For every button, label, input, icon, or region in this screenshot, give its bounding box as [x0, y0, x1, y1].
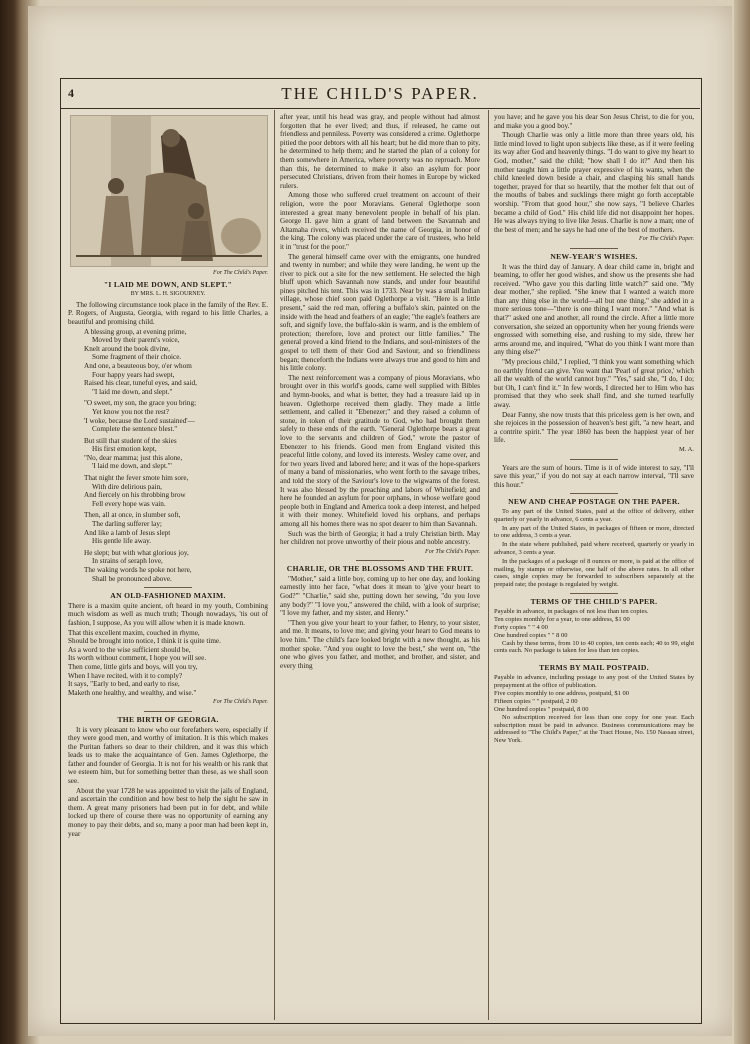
- section-divider: [144, 711, 192, 712]
- postage-title: NEW AND CHEAP POSTAGE ON THE PAPER.: [508, 497, 680, 507]
- page-number: 4: [68, 86, 74, 100]
- georgia-paragraph: Such was the birth of Georgia; it had a truly Christian birth. May her children not prove unworthy of their pious and noble ancestry.: [280, 529, 480, 547]
- poem-line: The darling sufferer lay;: [92, 520, 162, 529]
- section-divider: [570, 659, 618, 660]
- poem-line: With dire delirious pain,: [92, 482, 162, 491]
- terms-rate-row: Ten copies monthly for a year, to one address, $1 00: [494, 616, 630, 624]
- poem: [68, 328, 268, 584]
- maxim-intro: There is a maxim quite ancient, oft heard in my youth, Combining much wisdom as well as much truth; Though nowadays, 'tis out of fashion, I suppose, As you will allow when it is made known.: [68, 601, 268, 627]
- years-paragraph: Years are the sum of hours. Time is it of wide interest to say, "I'll save this year," if you do not say at each narrow interval, "I'll save this hour.": [494, 463, 694, 489]
- terms-rates: [494, 616, 694, 639]
- georgia-paragraph: The next reinforcement was a company of pious Moravians, who brought over in this world's goods, came well supplied with Bibles and hymn-books, and what is better, they had a treasure laid up in heaven. Oglethorpe received them gladly. They made a little settlement, and called it "Ebenezer;" and they raised a column of stone, in token of their gratitude to God, who had brought them safely to these ends of the earth. "General Oglethorpe bears a great love to the servants and children of God," wrote the pastor of Ebenezer to his friends. Good men from England visited this peaceful little colony, and loved its interests. Wesley came over, and for two years lived and labored here; and it was of the hope-sparkers of many a band of missionaries, who went forth to the savage tribes, and told the story of the Saviour's love to the wigwams of the forest. It was also blessed by the preaching and labors of Whitefield; and here he founded an asylum for poor orphans, in whose welfare good people both in England and America took a deep interest, and helped it with their money. Whitefield loved his orphans, and perhaps among all his homes there was no spot dearer to him than Savannah.: [280, 373, 480, 528]
- charlie-title: CHARLIE, OR THE BLOSSOMS AND THE FRUIT.: [286, 564, 474, 574]
- poem-line: Four happy years had swept,: [92, 370, 175, 379]
- maxim-credit: For The Child's Paper.: [213, 699, 268, 706]
- poem-line: "No, dear mamma; just this alone,: [84, 453, 183, 462]
- poem-line: That night the fever smote him sore,: [84, 474, 189, 483]
- charlie-paragraph: you have; and he gave you his dear Son Jesus Christ, to die for you, and make you a good boy.": [494, 113, 694, 130]
- section-divider: [356, 560, 404, 561]
- charlie-paragraph: "Mother," said a little boy, coming up to her one day, and looking earnestly into her face, "what does it mean to 'give your heart to God?'" "Charlie," said she, putting down her sewing, "do you love any body?" "I love you," answered the child, with a look of surprise; "I love my father, and my sister, and Henry.": [280, 574, 480, 618]
- poem-line: Complete the sentence blest.": [92, 425, 178, 434]
- terms-note: Cash by these terms, from 10 to 40 copies, ten cents each; 40 to 99, eight cents each. No package is taken for less than ten copies.: [494, 639, 694, 655]
- mail-rate-row: Five copies monthly to one address, postpaid, $1 00: [494, 690, 630, 698]
- section-divider: [144, 587, 192, 588]
- poem-line: He slept; but with what glorious joy,: [84, 548, 189, 557]
- poem-line: 'I woke, because the Lord sustained'—: [84, 416, 195, 425]
- georgia-paragraph: Among those who suffered cruel treatment on account of their religion, were the poor Moravians. General Oglethorpe soon interested a great many benevolent people in behalf of his plan. George II. gave him a grant of land between the Savannah and Altamaha rivers, which received the name of Georgia, in honor of the king. The colony was placed under the care of trustees, who held it in "trust for the poor.": [280, 191, 480, 251]
- maxim-verse: [68, 629, 268, 698]
- poem-line: Then, all at once, in slumber soft,: [84, 511, 181, 520]
- charlie-credit: For The Child's Paper.: [425, 548, 480, 555]
- poem-line: Raised his clear, tuneful eyes, and said,: [84, 379, 197, 388]
- maxim-line: When I have recited, with it to comply?: [68, 671, 183, 680]
- poem-line: Moved by their parent's voice,: [92, 336, 180, 345]
- georgia-paragraph: after year, until his head was gray, and people without had almost forgotten that he ever lived; and thus, if released, he came out friendless and penniless. Poverty was considered a crime. Oglethorpe pitied the poor debtors with all his heart; but he did more than to pity, he determined to help them; and he started the plan of a colony for them somewhere in America, where poverty was no reproach. More than this, he determined to make it also an asylum for poor persecuted Christians, driven from their homes in Europe by wicked rulers.: [280, 113, 480, 190]
- charlie-credit: For The Child's Paper.: [639, 236, 694, 243]
- poem-line: And like a lamb of Jesus slept: [84, 528, 171, 537]
- terms-rate-row: One hundred copies " " 8 00: [494, 631, 568, 639]
- georgia-paragraph: The general himself came over with the emigrants, one hundred and twenty in number; and while they were landing, he went up the river to pick out a site for the new settlement. He selected the high bluff upon which Savannah now stands, and under four beautiful pines pitched his tent. This was in 1733. Near by was a small Indian village, whose chief soon paid Oglethorpe a visit. "Here is a little present," said the red man, offering a buffalo's skin, painted on the inside with the head and feathers of an eagle; "the eagle's feathers are soft, and signify love, the buffalo-skin is warm, and is the emblem of protection; therefore, love and protect our little families." The general proved a kind friend to the Indians, and soul-ministers of the gospel to tell them of their God and Saviour, and so friendliness began; thenceforth the Indians were always true and good to him and his little colony.: [280, 252, 480, 373]
- story-intro: The following circumstance took place in the family of the Rev. E. P. Rogers, of Augusta, Georgia, with regard to his little Charles, a beautiful and promising child.: [68, 300, 268, 326]
- illustration-credit: For The Child's Paper.: [213, 270, 268, 276]
- poem-line: Knelt around the book divine,: [84, 344, 171, 353]
- poem-line: Yet know you not the rest?: [92, 407, 169, 416]
- terms-title: TERMS OF THE CHILD'S PAPER.: [530, 596, 658, 606]
- page-edge: [734, 0, 750, 1044]
- poem-line: Shall be pronounced above.: [92, 574, 172, 583]
- wishes-paragraph: It was the third day of January. A dear child came in, bright and beaming, to offer her good wishes, and show us the presents she had received. "Who gave you this darling little watch?" said one. "My dear mother," she replied. "She knew that I wanted a watch more than any thing else in the world—all but one thing," she added in a more serious tone—"there is one thing I want more." "And what is that?" asked one and another, all round the circle. After a little more conversation, she seized an opportunity when her young friends were engrossed with something else, and rushing to my side, threw her arms around me, and inquired, "What do you think I want more than any thing else?": [494, 262, 694, 357]
- page-header: [60, 82, 700, 108]
- poem-line: 'I laid me down, and slept.'": [92, 462, 172, 471]
- mail-rate-row: One hundred copies " postpaid, 8 00: [494, 706, 589, 714]
- poem-line: But still that student of the skies: [84, 436, 177, 445]
- column-3: [494, 113, 694, 1018]
- postage-paragraph: In the packages of a package of 8 ounces or more, is paid at the office of mailing, by stamps or otherwise, one half of the above rates. In all other cases, single copies may be forwarded to subscribers separately at the prepaid rate; the postage is regulated by weight.: [494, 557, 694, 589]
- georgia-title: THE BIRTH OF GEORGIA.: [117, 714, 219, 724]
- poem-line: "O sweet, my son, the grace you bring;: [84, 399, 197, 408]
- story-title-laid-me-down: "I LAID ME DOWN, AND SLEPT.": [103, 279, 233, 289]
- maxim-line: It says, "Early to bed, and early to rise,: [68, 680, 180, 689]
- poem-line: Some fragment of their choice.: [92, 353, 182, 362]
- maxim-line: That this excellent maxim, couched in rhyme,: [68, 628, 200, 637]
- maxim-line: Its worth without comment, I hope you will see.: [68, 654, 207, 663]
- wishes-title: NEW-YEAR'S WISHES.: [550, 251, 638, 261]
- header-rule: [60, 108, 700, 109]
- terms-intro: Payable in advance, in packages of not less than ten copies.: [494, 607, 649, 615]
- maxim-line: Should be brought into notice, I think it is quite time.: [68, 637, 221, 646]
- terms-rate-row: Forty copies " " 4 00: [494, 624, 548, 632]
- georgia-paragraph: About the year 1728 he was appointed to visit the jails of England, and ascertain the condition and how best to help the sight he saw in them. A great many prisoners had been put in for debt, and while locked up there of course there was no opportunity of earning any money to pay their debts, and so, many a poor man had been kept in, year: [68, 786, 268, 838]
- illustration-mother-children: [70, 115, 268, 267]
- wishes-paragraph: "My precious child," I replied, "I think you want something which no earthly friend can give. You want that 'Pearl of great price,' which all the wealth of the world cannot buy." "Yes," said she, "I do, I do; but Oh, I can't find it." In few words, I directed her to Him who has promised that they who seek shall find, and she turned tearfully away.: [494, 358, 694, 409]
- poem-line: His gentle life away.: [92, 537, 152, 546]
- mail-intro: Payable in advance, including postage to any post of the United States by prepayment at the office of publication.: [494, 673, 694, 689]
- poem-line: His first emotion kept,: [92, 445, 157, 454]
- georgia-paragraph: It is very pleasant to know who our forefathers were, especially if they were good men, and worthy of imitation. It is this which makes the Puritan fathers so dear to their children, and it was this which leads us to make the acquaintance of Gen. James Oglethorpe, the father and founder of Georgia. It is not for his wealth or his rank that we esteem him, but for something better than these, as we shall soon see.: [68, 725, 268, 786]
- poem-line: In strains of seraph love,: [92, 557, 163, 566]
- column-rule-2: [488, 110, 489, 1020]
- section-divider: [570, 593, 618, 594]
- maxim-line: Then come, little girls and boys, will you try,: [68, 662, 198, 671]
- column-2: [280, 113, 480, 1018]
- section-divider: [570, 248, 618, 249]
- charlie-paragraph: Though Charlie was only a little more than three years old, his little mind loved to light upon subjects like these, as if it were feeling its way after God and heavenly things. "I do want to give my heart to God, mother," said the child; "how shall I do it?" And then his mother taught him a little prayer expressive of his wants, when the child kneeled down beside a chair, and clasping his small hands together, prayed for that so heartily, that the mother felt that out of the mouths of babes and sucklings there might go forth acceptable worship. "From that good hour," she now says, "I believe Charles became a child of God." His child life did not disappoint her hopes. He was always trying to live like Jesus. Charlie is now a man; one of the best of men; and he says he had one of the best of mothers.: [494, 131, 694, 234]
- charlie-paragraph: "Then you give your heart to your father, to Henry, to your sister, and me. It means, to love me; and giving your heart to God means to love him." The child's face looked bright with a new thought, as his mother spoke. "And you ought to love the best," she went on, "the one who gives you father, and mother, and brother, and sister, and every thing: [280, 618, 480, 670]
- poem-line: And one, a beauteous boy, o'er whom: [84, 361, 192, 370]
- section-divider: [570, 493, 618, 494]
- poem-line: Fell every hope was vain.: [92, 499, 166, 508]
- poem-line: A blessing group, at evening prime,: [84, 327, 187, 336]
- story-byline: BY MRS. L. H. SIGOURNEY.: [130, 291, 206, 298]
- column-rule-1: [274, 110, 275, 1020]
- mail-rate-row: Fifteen copies " " postpaid, 2 00: [494, 698, 578, 706]
- maxim-title: AN OLD-FASHIONED MAXIM.: [110, 591, 226, 601]
- postage-paragraph: To any part of the United States, paid at the office of delivery, either quarterly or yearly in advance, 6 cents a year.: [494, 507, 694, 523]
- poem-line: The waking words he spoke not here,: [84, 566, 192, 574]
- section-divider: [570, 459, 618, 460]
- wishes-paragraph: Dear Fanny, she now trusts that this priceless gem is her own, and she rejoices in the possession of heaven's best gift, "a new heart, and a contrite spirit." The year 1860 has been the happiest year of her life.: [494, 410, 694, 445]
- poem-line: And fiercely on his throbbing brow: [84, 491, 186, 500]
- maxim-line: As a word to the wise sufficient should be,: [68, 645, 191, 654]
- poem-line: "I laid me down, and slept.": [92, 387, 173, 396]
- maxim-line: Maketh one healthy, and wealthy, and wise.": [68, 688, 197, 697]
- mail-rates: [494, 690, 694, 713]
- wishes-signature: M. A.: [679, 445, 694, 453]
- masthead: THE CHILD'S PAPER.: [281, 84, 479, 103]
- mail-note: No subscription received for less than one copy for one year. Each subscription must be paid in advance. Business communications may be addressed to "The Child's Paper," at the Tract House, No. 150 Nassau street, New York.: [494, 713, 694, 745]
- mail-terms-title: TERMS BY MAIL POSTPAID.: [539, 663, 649, 673]
- column-1: [68, 113, 268, 1018]
- postage-paragraph: In the state where published, paid where received, quarterly or yearly in advance, 3 cents a year.: [494, 541, 694, 556]
- postage-paragraph: In any part of the United States, in packages of fifteen or more, directed to one address, 3 cents a year.: [494, 524, 694, 540]
